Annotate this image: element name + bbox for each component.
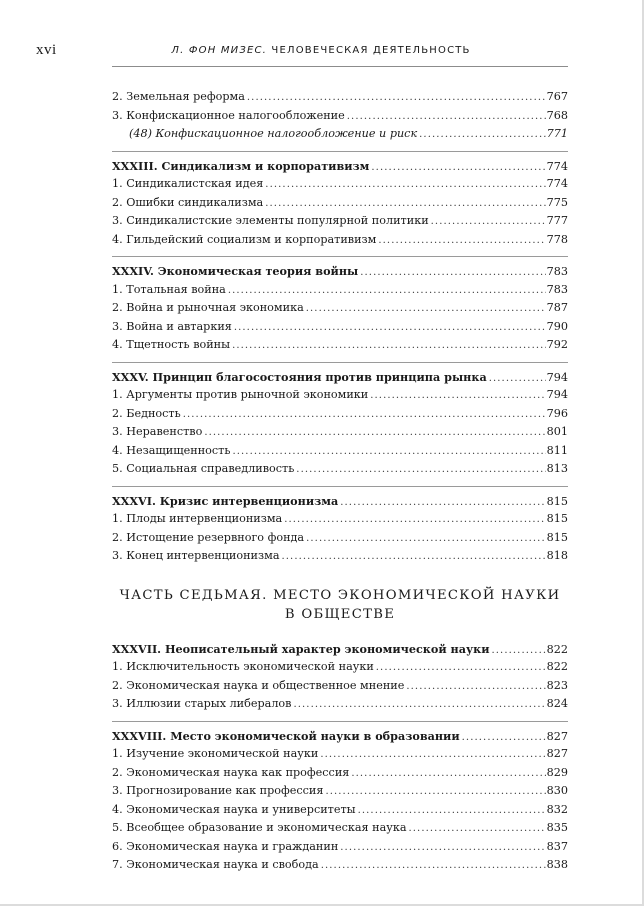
toc-entry-page: 827 bbox=[546, 747, 568, 760]
toc-subsection-entry[interactable] bbox=[112, 801, 568, 820]
toc-entry-page: 811 bbox=[546, 443, 568, 457]
dot-leader bbox=[370, 387, 545, 406]
part-heading bbox=[112, 586, 568, 624]
toc-entry-page: 822 bbox=[546, 660, 568, 673]
section-divider bbox=[112, 486, 568, 487]
dot-leader bbox=[371, 159, 545, 178]
toc-entry-title: 2. Ошибки синдикализма bbox=[112, 195, 264, 209]
toc-entry-page: 775 bbox=[546, 195, 568, 209]
toc-note-entry[interactable] bbox=[112, 125, 568, 144]
dot-leader bbox=[340, 494, 545, 513]
dot-leader bbox=[183, 406, 546, 425]
page-number: xvi bbox=[36, 42, 57, 58]
toc-entry-title: 3. Конец интервенционизма bbox=[112, 549, 280, 562]
toc-entry-page: 837 bbox=[546, 839, 568, 853]
dot-leader bbox=[265, 176, 545, 195]
toc-subsection-entry[interactable] bbox=[112, 194, 568, 213]
toc-subsection-entry[interactable] bbox=[112, 460, 568, 479]
toc-chapter-entry[interactable] bbox=[112, 368, 568, 387]
toc-entry-title: XXXIII. Синдикализм и корпоративизм bbox=[112, 158, 370, 173]
toc-entry-title: XXXVII. Неописательный характер экономической науки bbox=[112, 641, 490, 656]
toc-entry-page: 824 bbox=[546, 697, 568, 710]
dot-leader bbox=[378, 232, 545, 251]
toc-chapter-entry[interactable] bbox=[112, 727, 568, 746]
section-divider bbox=[112, 256, 568, 257]
dot-leader bbox=[306, 300, 546, 319]
toc-entry-title: 3. Прогнозирование как профессия bbox=[112, 784, 324, 797]
toc-chapter-entry[interactable] bbox=[112, 640, 568, 659]
dot-leader bbox=[340, 839, 545, 858]
section-divider bbox=[112, 721, 568, 722]
toc-entry-title: 3. Война и автаркия bbox=[112, 319, 232, 333]
toc-entry-title: 1. Тотальная война bbox=[112, 282, 226, 296]
toc-entry-page: 792 bbox=[546, 338, 568, 351]
toc-entry-title: 1. Исключительность экономической науки bbox=[112, 660, 374, 673]
toc-entry-page: 823 bbox=[546, 678, 568, 692]
toc-entry-title: 2. Истощение резервного фонда bbox=[112, 530, 305, 544]
toc-entry-page: 794 bbox=[546, 370, 568, 384]
toc-entry-page: 768 bbox=[546, 108, 568, 122]
toc-entry-page: 767 bbox=[546, 90, 568, 103]
toc-chapter-entry[interactable] bbox=[112, 262, 568, 281]
dot-leader bbox=[247, 89, 546, 108]
toc-group bbox=[112, 157, 568, 250]
toc-entry-page: 777 bbox=[546, 214, 568, 227]
toc-entry-title: 6. Экономическая наука и гражданин bbox=[112, 839, 339, 853]
toc-entry-page: 790 bbox=[546, 319, 568, 333]
toc-entry-title: 5. Социальная справедливость bbox=[112, 462, 295, 475]
toc-group bbox=[112, 640, 568, 714]
dot-leader bbox=[232, 337, 546, 356]
dot-leader bbox=[306, 530, 546, 549]
header-rule bbox=[112, 66, 568, 67]
dot-leader bbox=[234, 319, 546, 338]
toc-chapter-entry[interactable] bbox=[112, 492, 568, 511]
toc-entry-title: 1. Плоды интервенционизма bbox=[112, 512, 283, 525]
toc-entry-title: 4. Экономическая наука и университеты bbox=[112, 802, 356, 816]
part-heading-line-2: В ОБЩЕСТВЕ bbox=[284, 606, 396, 622]
running-title-author: Л. ФОН МИЗЕС. bbox=[171, 45, 268, 56]
table-of-contents bbox=[112, 88, 568, 875]
toc-chapter-entry[interactable] bbox=[112, 157, 568, 176]
dot-leader bbox=[296, 461, 545, 480]
dot-leader bbox=[325, 783, 545, 802]
dot-leader bbox=[376, 659, 546, 678]
toc-subsection-entry[interactable] bbox=[112, 695, 568, 714]
toc-entry-title: 7. Экономическая наука и свобода bbox=[112, 858, 319, 871]
running-title bbox=[36, 45, 606, 56]
toc-entry-page: 771 bbox=[546, 127, 568, 140]
toc-entry-title: (48) Конфискационное налогообложение и риск bbox=[129, 127, 418, 140]
toc-entry-page: 829 bbox=[546, 765, 568, 779]
toc-subsection-entry[interactable] bbox=[112, 547, 568, 566]
toc-entry-page: 815 bbox=[546, 494, 568, 508]
toc-entry-page: 835 bbox=[546, 821, 568, 834]
toc-subsection-entry[interactable] bbox=[112, 423, 568, 442]
dot-leader bbox=[409, 820, 546, 839]
toc-group bbox=[112, 262, 568, 355]
dot-leader bbox=[406, 678, 545, 697]
toc-subsection-entry[interactable] bbox=[112, 336, 568, 355]
dot-leader bbox=[492, 642, 546, 661]
toc-subsection-entry[interactable] bbox=[112, 856, 568, 875]
toc-entry-title: XXXVIII. Место экономической науки в образовании bbox=[112, 728, 460, 743]
toc-subsection-entry[interactable] bbox=[112, 231, 568, 250]
toc-subsection-entry[interactable] bbox=[112, 745, 568, 764]
toc-subsection-entry[interactable] bbox=[112, 764, 568, 783]
toc-entry-page: 827 bbox=[546, 729, 568, 743]
toc-subsection-entry[interactable] bbox=[112, 782, 568, 801]
toc-entry-page: 813 bbox=[546, 462, 568, 475]
dot-leader bbox=[228, 282, 546, 301]
toc-entry-title: 2. Экономическая наука и общественное мнение bbox=[112, 678, 405, 692]
toc-entry-title: 3. Неравенство bbox=[112, 425, 203, 438]
toc-entry-page: 783 bbox=[546, 265, 568, 278]
toc-entry-title: 5. Всеобщее образование и экономическая наука bbox=[112, 821, 407, 834]
toc-section-after bbox=[112, 640, 568, 875]
toc-entry-page: 787 bbox=[546, 301, 568, 314]
toc-subsection-entry[interactable] bbox=[112, 107, 568, 126]
dot-leader bbox=[360, 264, 545, 283]
toc-entry-page: 822 bbox=[546, 642, 568, 656]
toc-entry-title: 2. Экономическая наука как профессия bbox=[112, 765, 350, 779]
toc-entry-title: 2. Война и рыночная экономика bbox=[112, 301, 304, 314]
toc-entry-page: 774 bbox=[546, 159, 568, 173]
toc-entry-title: 1. Аргументы против рыночной экономики bbox=[112, 388, 369, 401]
toc-subsection-entry[interactable] bbox=[112, 838, 568, 857]
dot-leader bbox=[320, 746, 545, 765]
toc-entry-title: 3. Синдикалистские элементы популярной политики bbox=[112, 214, 429, 227]
toc-entry-title: 3. Иллюзии старых либералов bbox=[112, 697, 292, 710]
toc-subsection-entry[interactable] bbox=[112, 658, 568, 677]
toc-subsection-entry[interactable] bbox=[112, 405, 568, 424]
toc-entry-page: 794 bbox=[546, 388, 568, 401]
toc-entry-title: XXXV. Принцип благосостояния против принципа рынка bbox=[112, 369, 487, 384]
running-title-book: ЧЕЛОВЕЧЕСКАЯ ДЕЯТЕЛЬНОСТЬ bbox=[271, 45, 471, 56]
toc-section-before bbox=[112, 88, 568, 566]
toc-subsection-entry[interactable] bbox=[112, 819, 568, 838]
dot-leader bbox=[462, 729, 546, 748]
toc-entry-page: 783 bbox=[546, 282, 568, 296]
dot-leader bbox=[321, 857, 546, 876]
toc-entry-page: 801 bbox=[546, 425, 568, 438]
dot-leader bbox=[284, 511, 545, 530]
dot-leader bbox=[419, 126, 546, 145]
toc-entry-page: 832 bbox=[546, 802, 568, 816]
toc-entry-page: 815 bbox=[546, 512, 568, 525]
toc-entry-title: 1. Синдикалистская идея bbox=[112, 177, 264, 190]
part-heading-line-1: ЧАСТЬ СЕДЬМАЯ. МЕСТО ЭКОНОМИЧЕСКОЙ НАУКИ bbox=[119, 587, 561, 603]
toc-subsection-entry[interactable] bbox=[112, 529, 568, 548]
toc-entry-page: 796 bbox=[546, 406, 568, 420]
dot-leader bbox=[489, 370, 546, 389]
toc-entry-title: XXXIV. Экономическая теория войны bbox=[112, 264, 359, 278]
toc-subsection-entry[interactable] bbox=[112, 175, 568, 194]
toc-group bbox=[112, 88, 568, 144]
section-divider bbox=[112, 151, 568, 152]
toc-entry-title: 2. Земельная реформа bbox=[112, 90, 245, 103]
toc-entry-page: 818 bbox=[546, 549, 568, 562]
dot-leader bbox=[347, 108, 546, 127]
toc-group bbox=[112, 368, 568, 479]
toc-entry-page: 774 bbox=[546, 177, 568, 190]
dot-leader bbox=[265, 195, 545, 214]
toc-subsection-entry[interactable] bbox=[112, 299, 568, 318]
toc-subsection-entry[interactable] bbox=[112, 386, 568, 405]
toc-subsection-entry[interactable] bbox=[112, 442, 568, 461]
dot-leader bbox=[204, 424, 545, 443]
section-divider bbox=[112, 362, 568, 363]
dot-leader bbox=[351, 765, 545, 784]
toc-group bbox=[112, 727, 568, 875]
toc-entry-page: 838 bbox=[546, 858, 568, 871]
toc-group bbox=[112, 492, 568, 566]
toc-entry-title: 3. Конфискационное налогообложение bbox=[112, 108, 345, 122]
page-header bbox=[36, 42, 606, 64]
toc-subsection-entry[interactable] bbox=[112, 677, 568, 696]
toc-subsection-entry[interactable] bbox=[112, 212, 568, 231]
toc-entry-title: XXXVI. Кризис интервенционизма bbox=[112, 493, 339, 508]
dot-leader bbox=[293, 696, 545, 715]
dot-leader bbox=[358, 802, 546, 821]
toc-entry-title: 2. Бедность bbox=[112, 406, 181, 420]
toc-entry-page: 778 bbox=[546, 232, 568, 246]
toc-entry-page: 830 bbox=[546, 784, 568, 797]
toc-entry-page: 815 bbox=[546, 530, 568, 544]
dot-leader bbox=[282, 548, 546, 567]
toc-subsection-entry[interactable] bbox=[112, 318, 568, 337]
dot-leader bbox=[232, 443, 545, 462]
dot-leader bbox=[431, 213, 546, 232]
toc-subsection-entry[interactable] bbox=[112, 510, 568, 529]
toc-entry-title: 4. Гильдейский социализм и корпоративизм bbox=[112, 232, 377, 246]
toc-entry-title: 1. Изучение экономической науки bbox=[112, 747, 319, 760]
toc-subsection-entry[interactable] bbox=[112, 281, 568, 300]
toc-entry-title: 4. Тщетность войны bbox=[112, 338, 231, 351]
toc-subsection-entry[interactable] bbox=[112, 88, 568, 107]
toc-entry-title: 4. Незащищенность bbox=[112, 443, 231, 457]
